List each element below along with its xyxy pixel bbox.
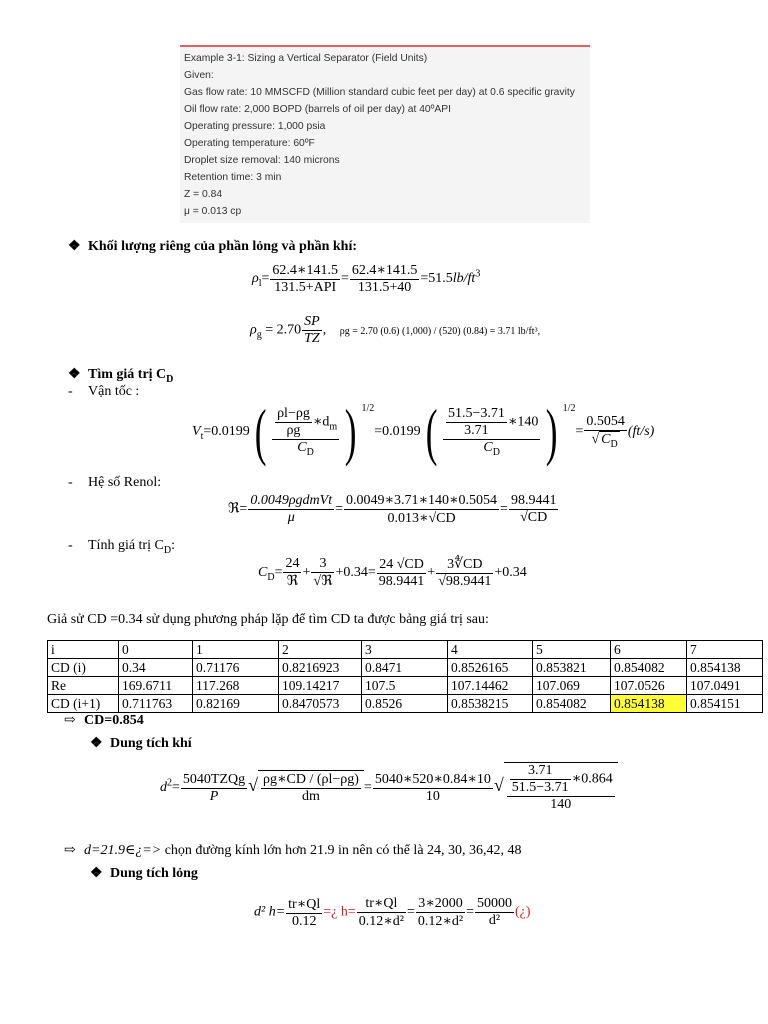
formula-liquid: d² h= $\frac{tr∗Ql}{0.12}$ =¿ h= $\frac{tr∗Ql}{\text{0.12∗d²}}$ = $\frac{3∗2000}{\text{0.12∗d²}}$ = $\frac{50000}{\text{d²}}$ (¿) [254, 896, 531, 929]
section-cd: ❖ Tìm giá trị $C_D$ [68, 367, 174, 385]
table-cell: 0.8216923 [279, 659, 362, 677]
table-cell-highlighted: 0.854138 [611, 695, 687, 713]
diamond-bullet-icon: ❖ [68, 367, 81, 382]
section-gas-capacity: ❖ Dung tích khí [90, 736, 192, 751]
example-z: Z = 0.84 [184, 189, 223, 200]
formula-vt: $V_t=0.0199$( $\frac{\rho l-\rho g}{\rho g}$ $∗d_m$ $C_D$ ) $^{1/2}$=0.0199( $\frac{51.5-3.71}{3.71}$ ∗140 $C_D$ ) $^{1/2}$= $\frac{0.5054}{√ C_D}$ (ft/s) [192, 396, 655, 467]
table-cell: 107.0491 [687, 677, 763, 695]
iteration-table [47, 640, 763, 713]
example-box [180, 45, 590, 223]
formula-rho-g: $\rho_g = 2.70$ $\frac{SP}{TZ}$ , ρg = 2.70 (0.6) (1,000) / (520) (0.84) = 3.71 lb/ft³, [250, 314, 541, 346]
example-retention: Retention time: 3 min [184, 172, 282, 183]
table-cell: 0.71176 [193, 659, 279, 677]
diameter-result: ⇨ d=21.9∈¿=> chọn đường kính lớn hơn 21.9 in nên có thể là 24, 30, 36,42, 48 [64, 843, 522, 858]
section-density: ❖ Khối lượng riêng của phần lỏng và phần khí: [68, 239, 358, 254]
formula-re: ℜ= $\frac{\text{0.0049ρgdmVt}}{\mu}$ = $\frac{0.0049∗3.71∗140∗0.5054}{0.013∗√CD}$ = $\frac{98.9441}{√CD}$ [228, 493, 557, 526]
table-cell: 107.0526 [611, 677, 687, 695]
table-cell: 107.5 [362, 677, 448, 695]
label-reynolds: - Hệ số Renol: [68, 475, 162, 490]
example-droplet: Droplet size removal: 140 microns [184, 155, 340, 166]
table-cell: 7 [687, 641, 763, 659]
example-mu: μ = 0.013 cp [184, 206, 242, 217]
table-cell: 117.268 [193, 677, 279, 695]
formula-rho-g-numeric: ρg = 2.70 (0.6) (1,000) / (520) (0.84) = 3.71 lb/ft³, [339, 325, 541, 337]
table-cell: i [48, 641, 119, 659]
arrow-right-icon: ⇨ [64, 843, 76, 858]
example-top-rule [180, 45, 590, 47]
formula-rho-l: $\rho_l=$ $\frac{62.4∗141.5}{\text{131.5+API}}$ = $\frac{62.4∗141.5}{131.5+40}$ $=51.5lb/ft^3$ [252, 263, 481, 295]
table-cell: 0 [119, 641, 193, 659]
table-cell: 6 [611, 641, 687, 659]
table-cell: 109.14217 [279, 677, 362, 695]
table-cell: 5 [533, 641, 611, 659]
table-cell: 0.34 [119, 659, 193, 677]
arrow-right-icon: ⇨ [64, 713, 76, 728]
table-cell: 0.854151 [687, 695, 763, 713]
table-cell: 0.8471 [362, 659, 448, 677]
table-cell: CD (i) [48, 659, 119, 677]
table-cell: 0.854082 [611, 659, 687, 677]
table-cell: 0.854082 [533, 695, 611, 713]
diamond-bullet-icon: ❖ [68, 239, 81, 254]
example-pressure: Operating pressure: 1,000 psia [184, 121, 326, 132]
table-cell: 3 [362, 641, 448, 659]
example-title: Example 3-1: Sizing a Vertical Separator (Field Units) [184, 53, 428, 64]
table-cell: CD (i+1) [48, 695, 119, 713]
table-cell: 107.069 [533, 677, 611, 695]
formula-d2: $d^2=$ $\frac{\text{5040TZQg}}{P}$ √ $\frac{\rho g∗CD / (\rho l-\rho g)}{dm}$ = $\frac{5040∗520∗0.84∗10}{10}$ √ $\frac{3.71}{51.5-3.71}$ ∗0.864 140 [160, 762, 618, 813]
table-row [48, 659, 763, 677]
table-cell: 4 [448, 641, 533, 659]
table-row [48, 695, 763, 713]
example-temperature: Operating temperature: 60ºF [184, 138, 315, 149]
example-oil-flow: Oil flow rate: 2,000 BOPD (barrels of oil per day) at 40ºAPI [184, 104, 452, 115]
table-cell: 2 [279, 641, 362, 659]
table-row [48, 677, 763, 695]
label-calc-cd: - Tính giá trị $C_D$: [68, 538, 175, 556]
table-cell: 0.853821 [533, 659, 611, 677]
iteration-text: Giả sử CD =0.34 sử dụng phương pháp lặp để tìm CD ta được bảng giá trị sau: [47, 612, 489, 627]
cd-result: ⇨ CD=0.854 [64, 713, 144, 728]
table-cell: 0.82169 [193, 695, 279, 713]
section-liquid-capacity: ❖ Dung tích lỏng [90, 866, 198, 881]
diamond-bullet-icon: ❖ [90, 866, 103, 881]
table-cell: 1 [193, 641, 279, 659]
example-given: Given: [184, 70, 214, 81]
example-gas-flow: Gas flow rate: 10 MMSCFD (Million standard cubic feet per day) at 0.6 specific gravity [184, 87, 575, 98]
table-cell: 0.8526 [362, 695, 448, 713]
label-velocity: - Vận tốc : [68, 384, 140, 399]
table-cell: 0.8526165 [448, 659, 533, 677]
formula-cd: $C_D=$ $\frac{24}{\text{ℜ}}$ + $\frac{3}{\text{√ℜ}}$ +0.34= $\frac{24 √CD}{98.9441}$ + $\frac{3∜CD}{√98.9441}$ +0.34 [258, 556, 527, 589]
table-row [48, 641, 763, 659]
diamond-bullet-icon: ❖ [90, 736, 103, 751]
table-cell: Re [48, 677, 119, 695]
table-cell: 169.6711 [119, 677, 193, 695]
table-cell: 107.14462 [448, 677, 533, 695]
table-cell: 0.8538215 [448, 695, 533, 713]
table-cell: 0.8470573 [279, 695, 362, 713]
table-cell: 0.711763 [119, 695, 193, 713]
table-cell: 0.854138 [687, 659, 763, 677]
